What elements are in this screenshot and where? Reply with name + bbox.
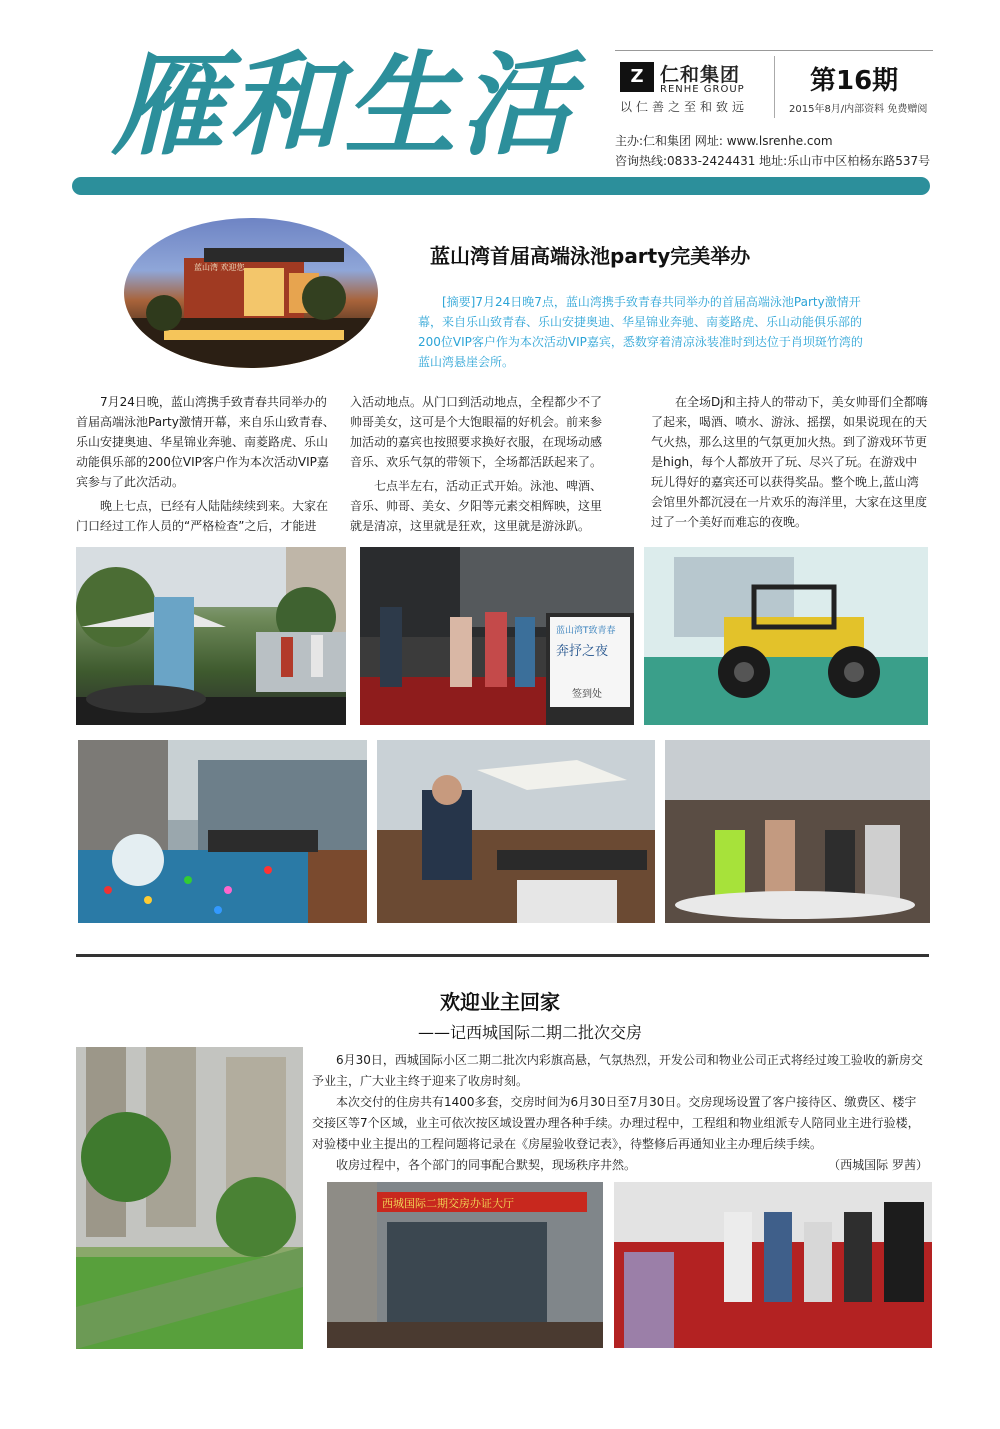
- sign-bottom-text: 签到处: [572, 689, 602, 700]
- paragraph: 本次交付的住房共有1400多套，交房时间为6月30日至7月30日。交房现场设置了客户接待区、缴费区、楼宇交接区等7个区域，业主可依次按区域设置办理各种手续。办理过程中，工程组和物业组派专人陪同业主进行验楼，对验楼中业主提出的工程问题将记录在《房屋验收登记表》，待整修后再通知业主办理后续手续。: [312, 1095, 920, 1151]
- photo-residential-towers: [76, 1047, 303, 1349]
- paragraph: 七点半左右，活动正式开始。泳池、啤酒、音乐、帅哥、美女、夕阳等元素交相辉映，这里就是清凉，这里就是狂欢，这里就是游泳趴。: [350, 479, 603, 533]
- company-slogan: 以仁善之至和致远: [620, 100, 749, 114]
- sign-top-text: 蓝山湾T致青春: [556, 626, 616, 636]
- section-separator: [76, 954, 929, 957]
- paragraph: 晚上七点，已经有人陆陆续续到来。大家在门口经过工作人员的“严格检查”之后，才能进: [76, 499, 329, 533]
- contact-info: 咨询热线:0833-2424431 地址:乐山市中区柏杨东路537号: [615, 154, 931, 168]
- article2-subtitle: ——记西城国际二期二批次交房: [417, 1023, 642, 1042]
- photo-party-crowd: [665, 740, 930, 923]
- issue-number: 第16期: [810, 66, 899, 96]
- paragraph-text: 收房过程中，各个部门的同事配合默契，现场秩序井然。: [336, 1158, 637, 1172]
- issue-date: 2015年8月/内部资料 免费赠阅: [789, 104, 928, 115]
- paragraph: 在全场Dj和主持人的带动下，美女帅哥们全都嗨了起来，喝酒、喷水、游泳、摇摆，如果说现在的天气火热，那么这里的气氛更加火热。到了游戏环节更是high，每个人都放开了玩、尽兴了玩。在游戏中玩儿得好的嘉宾还可以获得奖品。整个晚上,蓝山湾会馆里外都沉浸在一片欢乐的海洋里，大家在这里度过了一个美好而难忘的夜晚。: [651, 395, 928, 529]
- paragraph: 6月30日，西城国际小区二期二批次内彩旗高悬，气氛热烈，开发公司和物业公司正式将经过竣工验收的新房交予业主，广大业主终于迎来了收房时刻。: [312, 1053, 923, 1088]
- article1-column-1: [76, 392, 336, 536]
- oval-clubhouse-photo: [124, 218, 378, 368]
- publisher-info: 主办:仁和集团 网址: www.lsrenhe.com: [615, 134, 833, 148]
- photo-checkin-desk: [360, 547, 634, 725]
- article1-summary: [摘要]7月24日晚7点，蓝山湾携手致青春共同举办的首届高端泳池Party激情开幕，来自乐山致青春、乐山安捷奥迪、华星锦业奔驰、南菱路虎、乐山动能俱乐部的200位VIP客户作为本次活动VIP嘉宾，悉数穿着清凉泳装准时到达位于肖坝斑竹湾的蓝山湾悬崖会所。: [418, 295, 863, 369]
- photo-poolside-party: [377, 740, 655, 923]
- article1-column-2: [350, 392, 610, 536]
- newspaper-masthead-title: 雁和生活: [112, 40, 576, 171]
- company-name-en: RENHE GROUP: [660, 84, 745, 95]
- photo-handover-crowd: [614, 1182, 932, 1348]
- photo-pool-balls: [78, 740, 367, 923]
- article2-title: 欢迎业主回家: [440, 990, 560, 1014]
- article2-signature: （西城国际 罗茜）: [828, 1158, 928, 1172]
- article2-body: [312, 1050, 928, 1176]
- photo-jetski-display: [76, 547, 346, 725]
- photo-buggy: [644, 547, 928, 725]
- article1-column-3: [651, 392, 929, 532]
- photo-handover-hall: [327, 1182, 603, 1348]
- sign-main-text: 奔抒之夜: [556, 644, 609, 659]
- article1-title: 蓝山湾首届高端泳池party完美举办: [430, 244, 751, 268]
- oval-sign-text: 蓝山湾 欢迎您: [194, 263, 245, 272]
- paragraph: 7月24日晚，蓝山湾携手致青春共同举办的首届高端泳池Party激情开幕，来自乐山致青春、乐山安捷奥迪、华星锦业奔驰、南菱路虎、乐山动能俱乐部的200位VIP客户作为本次活动VIP嘉宾参与了此次活动。: [76, 395, 335, 489]
- paragraph: [312, 1155, 928, 1176]
- renhe-logo-icon: Z: [620, 62, 654, 92]
- brand-divider: [774, 56, 775, 118]
- banner-text: 西城国际二期交房办证大厅: [382, 1197, 514, 1210]
- masthead-band: [72, 177, 930, 195]
- paragraph: 入活动地点。从门口到活动地点，全程都少不了帅哥美女，这可是个大饱眼福的好机会。前来参加活动的嘉宾也按照要求换好衣服，在现场动感音乐、欢乐气氛的带领下，全场都活跃起来了。: [350, 395, 603, 469]
- company-name: 仁和集团: [660, 64, 741, 86]
